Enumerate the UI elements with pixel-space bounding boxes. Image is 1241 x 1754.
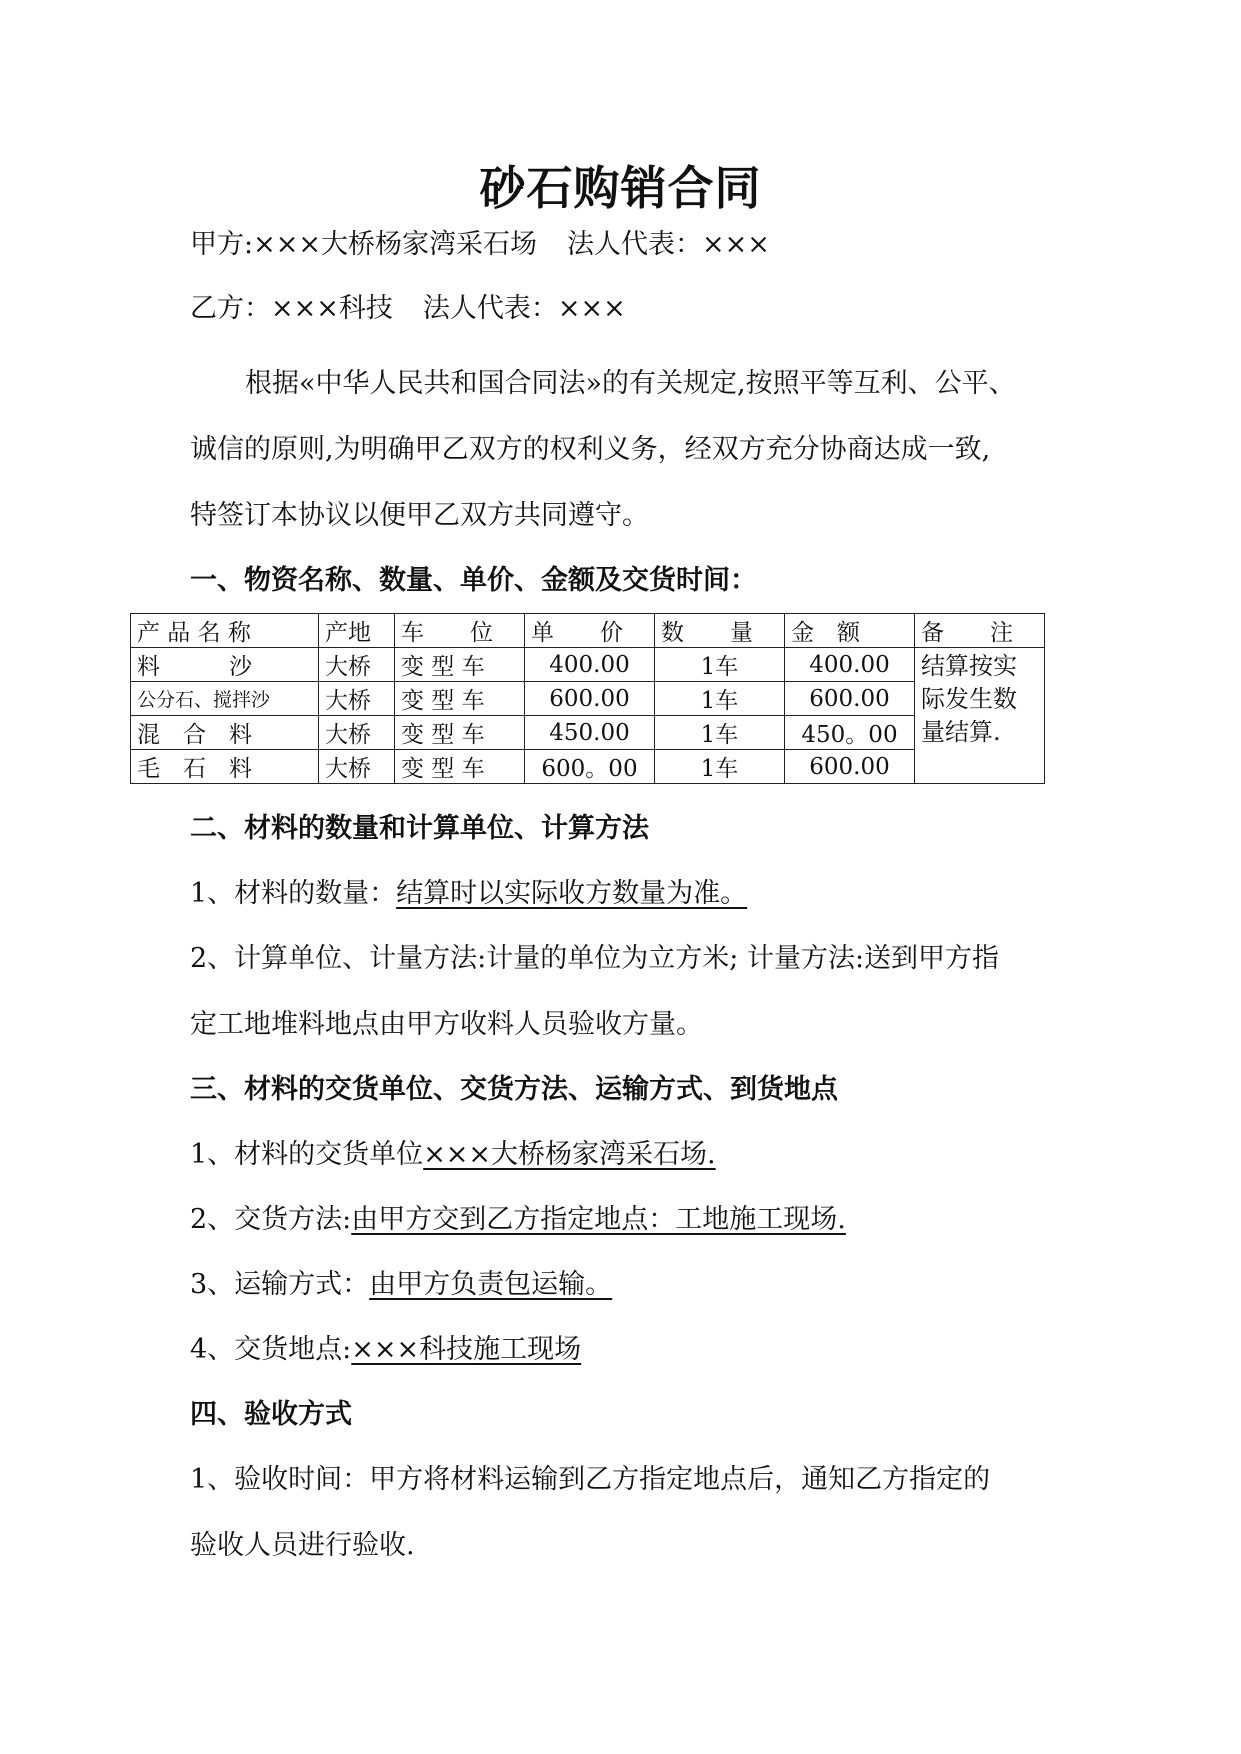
party-a-line bbox=[190, 222, 1070, 261]
section-3-heading: 三、材料的交货单位、交货方法、运输方式、到货地点 bbox=[190, 1074, 838, 1105]
party-b-name: ×××科技 bbox=[271, 293, 393, 324]
section-2-item-1 bbox=[190, 871, 1070, 910]
section-4-heading: 四、验收方式 bbox=[190, 1399, 352, 1430]
cell-remark: 结算按实际发生数量结算. bbox=[915, 648, 1045, 784]
header-amount: 金 额 bbox=[785, 614, 915, 648]
party-b-line bbox=[190, 286, 1070, 325]
cell-product: 公分石、搅拌沙 bbox=[131, 682, 319, 716]
section-4-line-1: 1、验收时间：甲方将材料运输到乙方指定地点后，通知乙方指定的 bbox=[190, 1464, 991, 1495]
cell-origin: 大桥 bbox=[319, 648, 395, 682]
section-3-item-2 bbox=[190, 1197, 1070, 1236]
table-row bbox=[131, 716, 1045, 750]
goods-table bbox=[130, 613, 1045, 784]
intro-line-3: 特签订本协议以便甲乙双方共同遵守。 bbox=[190, 500, 649, 531]
section-1-heading: 一、物资名称、数量、单价、金额及交货时间： bbox=[190, 565, 757, 596]
item-value: 由甲方负责包运输。 bbox=[369, 1269, 613, 1300]
cell-product: 混 合 料 bbox=[131, 716, 319, 750]
cell-vehicle: 变 型 车 bbox=[395, 648, 525, 682]
cell-unit-price: 600。00 bbox=[525, 750, 655, 784]
cell-origin: 大桥 bbox=[319, 682, 395, 716]
item-value: ×××科技施工现场 bbox=[351, 1334, 582, 1365]
section-2-item-2-line-1: 2、计算单位、计量方法:计量的单位为立方米; 计量方法:送到甲方指 bbox=[190, 943, 1000, 974]
cell-vehicle: 变 型 车 bbox=[395, 750, 525, 784]
table-row bbox=[131, 682, 1045, 716]
table-row bbox=[131, 750, 1045, 784]
item-prefix: 4、交货地点: bbox=[190, 1334, 352, 1365]
item-value: 结算时以实际收方数量为准。 bbox=[396, 878, 748, 909]
cell-amount: 600.00 bbox=[785, 750, 915, 784]
party-a-rep-label: 法人代表： bbox=[566, 229, 702, 260]
item-value: 由甲方交到乙方指定地点：工地施工现场. bbox=[351, 1204, 846, 1235]
page-title: 砂石购销合同 bbox=[479, 161, 762, 215]
header-product-name: 产 品 名 称 bbox=[131, 614, 319, 648]
party-b-rep: ××× bbox=[557, 293, 626, 324]
cell-amount: 600.00 bbox=[785, 682, 915, 716]
cell-quantity: 1车 bbox=[655, 750, 785, 784]
item-prefix: 3、运输方式： bbox=[190, 1269, 370, 1300]
section-3-item-4 bbox=[190, 1327, 1070, 1366]
party-b-label: 乙方： bbox=[190, 293, 271, 324]
section-2-item-2-line-2: 定工地堆料地点由甲方收料人员验收方量。 bbox=[190, 1009, 703, 1040]
item-prefix: 1、材料的交货单位 bbox=[190, 1139, 424, 1170]
item-prefix: 1、材料的数量： bbox=[190, 878, 397, 909]
cell-origin: 大桥 bbox=[319, 716, 395, 750]
party-a-label: 甲方: bbox=[190, 229, 254, 260]
header-vehicle: 车 位 bbox=[395, 614, 525, 648]
header-quantity: 数 量 bbox=[655, 614, 785, 648]
item-value: ×××大桥杨家湾采石场. bbox=[423, 1139, 716, 1170]
cell-origin: 大桥 bbox=[319, 750, 395, 784]
party-b-rep-label: 法人代表： bbox=[422, 293, 558, 324]
intro-line-2: 诚信的原则,为明确甲乙双方的权利义务，经双方充分协商达成一致, bbox=[190, 434, 991, 465]
section-4-line-2: 验收人员进行验收. bbox=[190, 1530, 415, 1561]
table-row bbox=[131, 648, 1045, 682]
cell-unit-price: 400.00 bbox=[525, 648, 655, 682]
cell-quantity: 1车 bbox=[655, 716, 785, 750]
header-unit-price: 单 价 bbox=[525, 614, 655, 648]
section-3-item-3 bbox=[190, 1262, 1070, 1301]
cell-product: 毛 石 料 bbox=[131, 750, 319, 784]
table-header-row bbox=[131, 614, 1045, 648]
header-origin: 产地 bbox=[319, 614, 395, 648]
cell-unit-price: 600.00 bbox=[525, 682, 655, 716]
cell-quantity: 1车 bbox=[655, 682, 785, 716]
section-2-heading: 二、材料的数量和计算单位、计算方法 bbox=[190, 813, 649, 844]
cell-quantity: 1车 bbox=[655, 648, 785, 682]
cell-product: 料 沙 bbox=[131, 648, 319, 682]
cell-unit-price: 450.00 bbox=[525, 716, 655, 750]
party-a-name: ×××大桥杨家湾采石场 bbox=[253, 229, 537, 260]
intro-line-1: 根据«中华人民共和国合同法»的有关规定,按照平等互利、公平、 bbox=[245, 368, 1016, 399]
party-a-rep: ××× bbox=[701, 229, 770, 260]
section-3-item-1 bbox=[190, 1132, 1070, 1171]
cell-amount: 400.00 bbox=[785, 648, 915, 682]
cell-vehicle: 变 型 车 bbox=[395, 682, 525, 716]
header-remark: 备 注 bbox=[915, 614, 1045, 648]
cell-amount: 450。00 bbox=[785, 716, 915, 750]
cell-vehicle: 变 型 车 bbox=[395, 716, 525, 750]
item-prefix: 2、交货方法: bbox=[190, 1204, 352, 1235]
